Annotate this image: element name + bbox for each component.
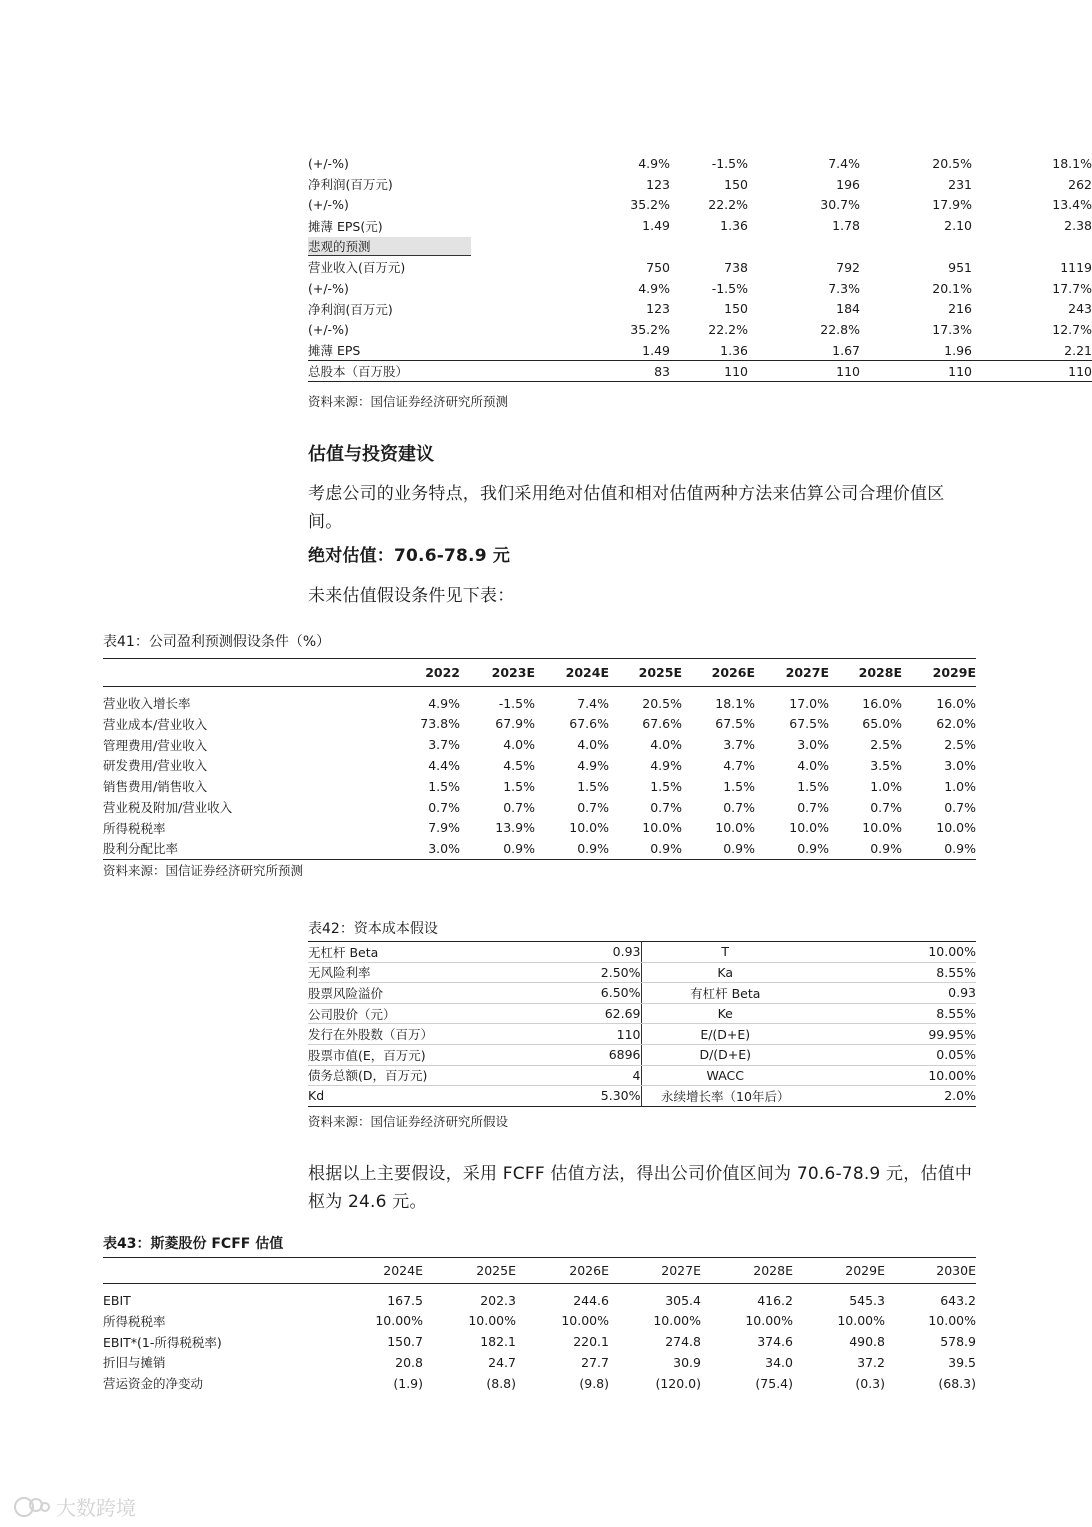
table-row: 净利润(百万元) 123 150 196 231 262 [308, 176, 1092, 193]
table-row: (+/-%) 4.9% -1.5% 7.3% 20.1% 17.7% [308, 280, 1092, 296]
table-row: 股利分配比率 3.0% 0.9% 0.9% 0.9% 0.9% 0.9% 0.9% 0.9% [103, 838, 976, 859]
table-row: 研发费用/营业收入 4.4% 4.5% 4.9% 4.9% 4.7% 4.0% 3.5% 3.0% [103, 757, 976, 774]
assumption-lead-text: 未来估值假设条件见下表： [308, 586, 515, 606]
table-row: 无杠杆 Beta 0.93 T 10.00% [308, 942, 976, 963]
conclusion-paragraph: 根据以上主要假设，采用 FCFF 估值方法，得出公司价值区间为 70.6-78.9 元，估值中枢为 24.6 元。 [308, 1164, 973, 1212]
table-row: 总股本（百万股） 83 110 110 110 110 [308, 361, 1092, 382]
table-row: 发行在外股数（百万） 110 E/(D+E) 99.95% [308, 1024, 976, 1045]
table-row: 股票市值(E，百万元) 6896 D/(D+E) 0.05% [308, 1044, 976, 1065]
table-section-row [308, 236, 1092, 257]
table42-source-note: 资料来源：国信证券经济研究所假设 [308, 1114, 509, 1129]
table-row: 销售费用/销售收入 1.5% 1.5% 1.5% 1.5% 1.5% 1.5% 1.0% 1.0% [103, 778, 976, 795]
table-row: 营运资金的净变动 (1.9) (8.8) (9.8) (120.0) (75.4) (0.3) (68.3) [103, 1375, 976, 1392]
table-source-note: 资料来源：国信证券经济研究所预测 [308, 394, 509, 409]
table-row: 营业成本/营业收入 73.8% 67.9% 67.6% 67.6% 67.5% 67.5% 65.0% 62.0% [103, 716, 976, 732]
section-heading: 估值与投资建议 [308, 444, 434, 465]
table41-source-note: 资料来源：国信证券经济研究所预测 [103, 863, 304, 878]
table-row: (+/-%) 4.9% -1.5% 7.4% 20.5% 18.1% [308, 155, 1092, 171]
table-row: 营业收入增长率 4.9% -1.5% 7.4% 20.5% 18.1% 17.0% 16.0% 16.0% [103, 695, 976, 712]
table-row: 净利润(百万元) 123 150 184 216 243 [308, 301, 1092, 317]
table41-profit-assumptions [103, 658, 976, 860]
table-row: 营业收入(百万元) 750 738 792 951 1119 [308, 259, 1092, 276]
forecast-table-top [308, 153, 1092, 382]
table-row: 营业税及附加/营业收入 0.7% 0.7% 0.7% 0.7% 0.7% 0.7% 0.7% 0.7% [103, 799, 976, 816]
table-row: 所得税税率 10.00% 10.00% 10.00% 10.00% 10.00% 10.00% 10.00% [103, 1313, 976, 1329]
table-row: 公司股价（元） 62.69 Ke 8.55% [308, 1003, 976, 1024]
table-header-row: 2024E 2025E 2026E 2027E 2028E 2029E 2030E [103, 1258, 976, 1284]
section-label: 悲观的预测 [308, 237, 471, 256]
table-row: 无风险利率 2.50% Ka 8.55% [308, 962, 976, 983]
watermark [12, 1492, 136, 1521]
table-row: (+/-%) 35.2% 22.2% 22.8% 17.3% 12.7% [308, 322, 1092, 338]
intro-paragraph: 考虑公司的业务特点，我们采用绝对估值和相对估值两种方法来估算公司合理价值区间。 [308, 484, 945, 532]
table-row: 摊薄 EPS(元) 1.49 1.36 1.78 2.10 2.38 [308, 218, 1092, 234]
table43-fcff-valuation [103, 1257, 976, 1394]
watermark-logo-icon [12, 1494, 52, 1520]
table-row: EBIT*(1-所得税税率) 150.7 182.1 220.1 274.8 374.6 490.8 578.9 [103, 1334, 976, 1350]
table-row: EBIT 167.5 202.3 244.6 305.4 416.2 545.3 643.2 [103, 1292, 976, 1308]
watermark-text: 大数跨境 [56, 1496, 136, 1520]
table42-capital-cost [308, 941, 976, 1107]
table-row: 所得税税率 7.9% 13.9% 10.0% 10.0% 10.0% 10.0% 10.0% 10.0% [103, 820, 976, 836]
table-row: (+/-%) 35.2% 22.2% 30.7% 17.9% 13.4% [308, 197, 1092, 213]
table41-caption: 表41：公司盈利预测假设条件（%） [103, 634, 331, 650]
table43-caption: 表43：斯菱股份 FCFF 估值 [103, 1236, 284, 1252]
table-header-row: 2022 2023E 2024E 2025E 2026E 2027E 2028E 2029E [103, 659, 976, 687]
table-row: 股票风险溢价 6.50% 有杠杆 Beta 0.93 [308, 983, 976, 1004]
table-row: Kd 5.30% 永续增长率（10年后） 2.0% [308, 1086, 976, 1107]
table42-caption: 表42：资本成本假设 [308, 921, 438, 937]
table-row: 摊薄 EPS 1.49 1.36 1.67 1.96 2.21 [308, 342, 1092, 359]
table-row: 折旧与摊销 20.8 24.7 27.7 30.9 34.0 37.2 39.5 [103, 1354, 976, 1371]
table-row: 债务总额(D，百万元) 4 WACC 10.00% [308, 1065, 976, 1086]
table-row: 管理费用/营业收入 3.7% 4.0% 4.0% 4.0% 3.7% 3.0% 2.5% 2.5% [103, 737, 976, 753]
absolute-valuation-heading: 绝对估值：70.6-78.9 元 [308, 546, 511, 566]
